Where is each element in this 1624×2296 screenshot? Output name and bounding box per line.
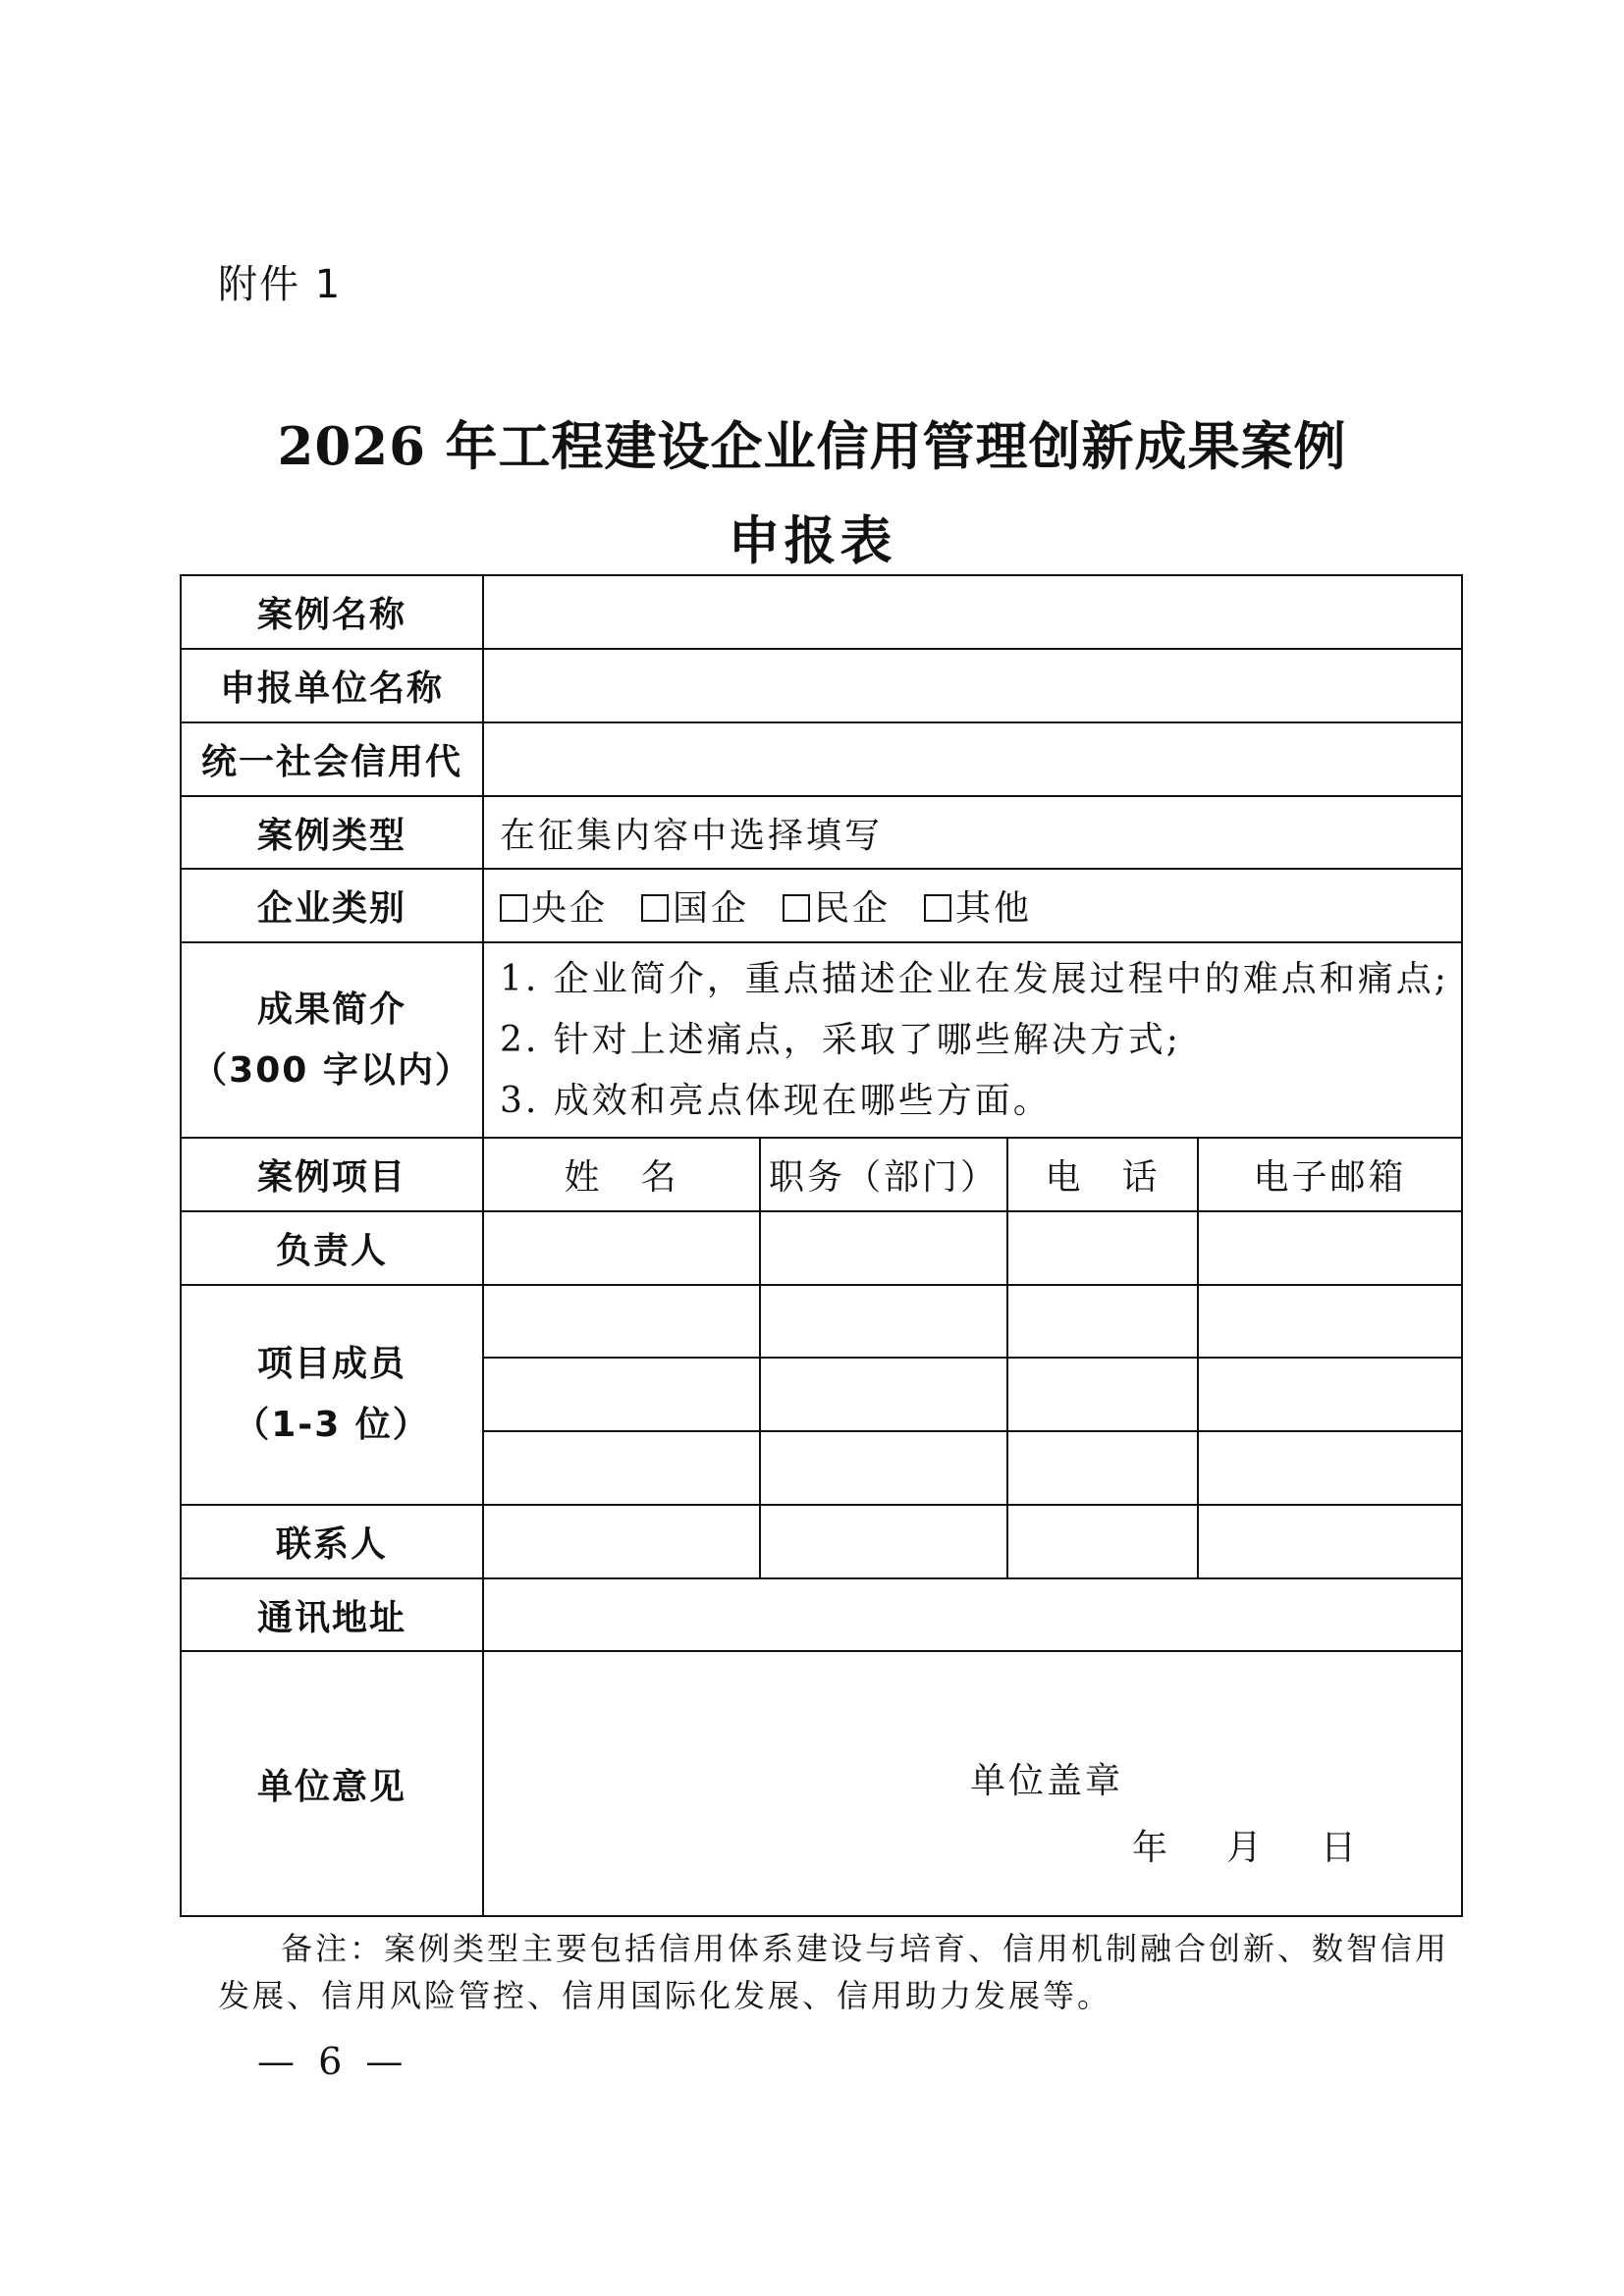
intro-label [181,942,483,1138]
member-phone-cell[interactable] [1007,1285,1198,1358]
category-option-private[interactable] [783,888,891,929]
applicant-field[interactable] [483,649,1462,722]
member-position-cell[interactable] [760,1358,1007,1431]
category-option-label: 民企 [814,888,892,929]
member-phone-cell[interactable] [1007,1431,1198,1505]
page-title: 2026 年工程建设企业信用管理创新成果案例 [277,416,1347,477]
case-name-label: 案例名称 [181,575,483,649]
credit-code-field[interactable] [483,722,1462,796]
application-form [180,574,1463,1917]
category-option-label: 国企 [673,888,750,929]
address-field[interactable] [483,1578,1462,1651]
member-name-cell[interactable] [483,1431,760,1505]
members-label [181,1285,483,1505]
company-category-label: 企业类别 [181,869,483,942]
leader-row [181,1211,1462,1285]
leader-label: 负责人 [181,1211,483,1285]
contact-name-cell[interactable] [483,1505,760,1578]
page-number: — 6 — [257,2040,409,2083]
category-option-other[interactable] [924,888,1032,929]
member-position-cell[interactable] [760,1431,1007,1505]
member-name-cell[interactable] [483,1285,760,1358]
seal-text: 单位盖章 [970,1761,1124,1801]
checkbox-icon[interactable] [924,894,951,922]
member-email-cell[interactable] [1198,1358,1462,1431]
leader-position-cell[interactable] [760,1211,1007,1285]
address-label: 通讯地址 [181,1578,483,1651]
intro-field[interactable] [483,942,1462,1138]
project-label: 案例项目 [181,1138,483,1211]
contact-position-cell[interactable] [760,1505,1007,1578]
opinion-label: 单位意见 [181,1651,483,1916]
case-type-label: 案例类型 [181,796,483,869]
note-line: 发展、信用风险管控、信用国际化发展、信用助力发展等。 [218,1977,1112,2014]
leader-email-cell[interactable] [1198,1211,1462,1285]
contact-row [181,1505,1462,1578]
leader-name-cell[interactable] [483,1211,760,1285]
company-category-options [483,869,1462,942]
attachment-label: 附件 1 [218,262,343,307]
checkbox-icon[interactable] [500,894,527,922]
page-subtitle: 申报表 [728,510,896,571]
date-line [1132,1820,1415,1870]
col-header-name: 姓 名 [483,1138,760,1211]
opinion-field[interactable] [483,1651,1462,1916]
intro-line: 2. 针对上述痛点，采取了哪些解决方式; [500,1019,1181,1060]
col-header-email: 电子邮箱 [1198,1138,1462,1211]
note-line: 备注：案例类型主要包括信用体系建设与培育、信用机制融合创新、数智信用 [281,1930,1450,1967]
checkbox-icon[interactable] [641,894,669,922]
category-option-label: 其他 [955,888,1033,929]
date-month: 月 [1226,1828,1263,1868]
member-email-cell[interactable] [1198,1285,1462,1358]
intro-label-line: 成果简介 [256,988,406,1030]
category-option-central[interactable] [500,888,608,929]
intro-line: 1. 企业简介，重点描述企业在发展过程中的难点和痛点; [500,958,1449,999]
intro-label-line: （300 字以内） [191,1049,472,1091]
col-header-position: 职务（部门） [760,1138,1007,1211]
seal-area [484,1653,1461,1914]
applicant-label: 申报单位名称 [181,649,483,722]
case-name-field[interactable] [483,575,1462,649]
checkbox-icon[interactable] [783,894,810,922]
contact-label: 联系人 [181,1505,483,1578]
date-year: 年 [1132,1828,1168,1868]
leader-phone-cell[interactable] [1007,1211,1198,1285]
case-type-field[interactable]: 在征集内容中选择填写 [483,796,1462,869]
contact-email-cell[interactable] [1198,1505,1462,1578]
member-name-cell[interactable] [483,1358,760,1431]
member-email-cell[interactable] [1198,1431,1462,1505]
member-phone-cell[interactable] [1007,1358,1198,1431]
members-label-line: （1-3 位） [234,1405,430,1445]
member-position-cell[interactable] [760,1285,1007,1358]
intro-line: 3. 成效和亮点体现在哪些方面。 [500,1080,1052,1121]
member-row [181,1285,1462,1358]
members-label-line: 项目成员 [256,1344,406,1384]
col-header-phone: 电 话 [1007,1138,1198,1211]
contact-phone-cell[interactable] [1007,1505,1198,1578]
category-option-state[interactable] [641,888,749,929]
category-option-label: 央企 [531,888,609,929]
date-day: 日 [1321,1828,1357,1868]
credit-code-label: 统一社会信用代 [181,722,483,796]
